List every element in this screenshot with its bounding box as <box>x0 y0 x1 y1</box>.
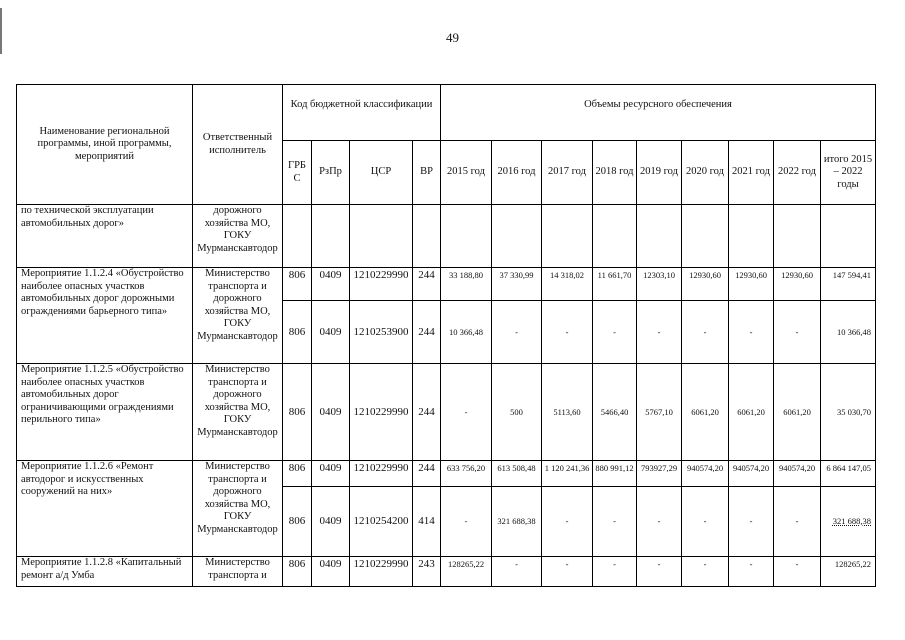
cell-2020: 940574,20 <box>682 461 729 487</box>
table-row <box>17 557 876 587</box>
header-2015: 2015 год <box>441 141 492 205</box>
cell-grbs: 806 <box>283 364 312 461</box>
cell-2018: 11 661,70 <box>593 268 637 301</box>
row-name: по технической эксплуатации автомобильных дорог» <box>17 205 193 268</box>
cell-2016: 321 688,38 <box>492 487 542 557</box>
cell-2016: 613 508,48 <box>492 461 542 487</box>
cell-2017: 5113,60 <box>542 364 593 461</box>
cell-2021: 940574,20 <box>729 461 774 487</box>
cell-rzpr: 0409 <box>312 461 350 487</box>
cell-vr: 244 <box>413 461 441 487</box>
row-name: Мероприятие 1.1.2.6 «Ремонт автодорог и искусственных сооружений на них» <box>17 461 193 557</box>
cell-2020: 12930,60 <box>682 268 729 301</box>
cell-2018: 5466,40 <box>593 364 637 461</box>
cell-total: 147 594,41 <box>821 268 876 301</box>
table-row <box>17 461 876 487</box>
cell-rzpr: 0409 <box>312 301 350 364</box>
cell-grbs: 806 <box>283 487 312 557</box>
header-2021: 2021 год <box>729 141 774 205</box>
header-budget-code: Код бюджетной классификации <box>283 85 441 141</box>
cell-2020: - <box>682 487 729 557</box>
cell-2021: 6061,20 <box>729 364 774 461</box>
page-number: 49 <box>446 30 459 45</box>
row-responsible: Министерство транспорта и дорожного хозяйства МО, ГОКУ Мурманскавтодор <box>193 268 283 364</box>
header-2019: 2019 год <box>637 141 682 205</box>
cell-2022: 6061,20 <box>774 364 821 461</box>
cell-2017: - <box>542 301 593 364</box>
cell-total: 321 688,38 <box>821 487 876 557</box>
cell-2016: 500 <box>492 364 542 461</box>
header-2020: 2020 год <box>682 141 729 205</box>
header-csr: ЦСР <box>350 141 413 205</box>
cell-2016: - <box>492 557 542 587</box>
cell-2017: - <box>542 487 593 557</box>
cell-2015: - <box>441 487 492 557</box>
resource-table <box>16 84 876 587</box>
cell-rzpr: 0409 <box>312 487 350 557</box>
cell-2019: 12303,10 <box>637 268 682 301</box>
cell-csr: 1210229990 <box>350 364 413 461</box>
cell-2015: 10 366,48 <box>441 301 492 364</box>
row-responsible: Министерство транспорта и <box>193 557 283 587</box>
cell-2015: 33 188,80 <box>441 268 492 301</box>
header-name: Наименование региональной программы, иной программы, мероприятий <box>17 85 193 205</box>
cell-2018: - <box>593 487 637 557</box>
header-total: итого 2015 – 2022 годы <box>821 141 876 205</box>
cell-2015: - <box>441 364 492 461</box>
cell-vr: 243 <box>413 557 441 587</box>
cell-2017: 1 120 241,36 <box>542 461 593 487</box>
cell-2019: - <box>637 557 682 587</box>
cell-2015: 633 756,20 <box>441 461 492 487</box>
cell-2022: - <box>774 487 821 557</box>
cell-2015: 128265,22 <box>441 557 492 587</box>
cell-rzpr: 0409 <box>312 364 350 461</box>
cell-2016: 37 330,99 <box>492 268 542 301</box>
cell-total: 6 864 147,05 <box>821 461 876 487</box>
header-2022: 2022 год <box>774 141 821 205</box>
cell-2021: - <box>729 557 774 587</box>
cell-2018: - <box>593 301 637 364</box>
row-responsible: Министерство транспорта и дорожного хозяйства МО, ГОКУ Мурманскавтодор <box>193 461 283 557</box>
row-name: Мероприятие 1.1.2.4 «Обустройство наиболее опасных участков автомобильных дорог дорожными ограждениями барьерного типа» <box>17 268 193 364</box>
row-responsible: дорожного хозяйства МО, ГОКУ Мурманскавтодор <box>193 205 283 268</box>
cell-2020: - <box>682 301 729 364</box>
cell-2019: - <box>637 487 682 557</box>
cell-vr: 414 <box>413 487 441 557</box>
cell-total: 128265,22 <box>821 557 876 587</box>
cell-2018: 880 991,12 <box>593 461 637 487</box>
cell-2022: - <box>774 557 821 587</box>
row-name: Мероприятие 1.1.2.5 «Обустройство наиболее опасных участков автомобильных дорог ограничивающими ограждениями перильного типа» <box>17 364 193 461</box>
cell-vr: 244 <box>413 268 441 301</box>
cell-vr: 244 <box>413 364 441 461</box>
cell-2021: - <box>729 487 774 557</box>
cell-csr: 1210229990 <box>350 461 413 487</box>
table-row <box>17 268 876 301</box>
cell-rzpr: 0409 <box>312 557 350 587</box>
cell-2022: 940574,20 <box>774 461 821 487</box>
cell-2022: - <box>774 301 821 364</box>
table-row-continuation <box>17 205 876 268</box>
row-responsible: Министерство транспорта и дорожного хозяйства МО, ГОКУ Мурманскавтодор <box>193 364 283 461</box>
cell-2017: 14 318,02 <box>542 268 593 301</box>
cell-csr: 1210253900 <box>350 301 413 364</box>
cell-2020: - <box>682 557 729 587</box>
cell-2018: - <box>593 557 637 587</box>
header-2016: 2016 год <box>492 141 542 205</box>
cell-2020: 6061,20 <box>682 364 729 461</box>
cell-2022: 12930,60 <box>774 268 821 301</box>
cell-2019: 793927,29 <box>637 461 682 487</box>
cell-2021: 12930,60 <box>729 268 774 301</box>
cell-2019: 5767,10 <box>637 364 682 461</box>
header-2017: 2017 год <box>542 141 593 205</box>
header-resources: Объемы ресурсного обеспечения <box>441 85 876 141</box>
cell-grbs: 806 <box>283 301 312 364</box>
cell-total: 35 030,70 <box>821 364 876 461</box>
header-2018: 2018 год <box>593 141 637 205</box>
cell-rzpr: 0409 <box>312 268 350 301</box>
cell-total: 10 366,48 <box>821 301 876 364</box>
header-vr: ВР <box>413 141 441 205</box>
row-name: Мероприятие 1.1.2.8 «Капитальный ремонт а/д Умба <box>17 557 193 587</box>
header-responsible: Ответственный исполнитель <box>193 85 283 205</box>
table-row <box>17 364 876 461</box>
cell-csr: 1210229990 <box>350 557 413 587</box>
cell-2016: - <box>492 301 542 364</box>
cell-grbs: 806 <box>283 557 312 587</box>
cell-2021: - <box>729 301 774 364</box>
cell-grbs: 806 <box>283 268 312 301</box>
cell-vr: 244 <box>413 301 441 364</box>
cell-csr: 1210229990 <box>350 268 413 301</box>
header-grbs: ГРБ С <box>283 141 312 205</box>
header-rzpr: РзПр <box>312 141 350 205</box>
cell-2019: - <box>637 301 682 364</box>
cell-csr: 1210254200 <box>350 487 413 557</box>
cell-2017: - <box>542 557 593 587</box>
header-row-1 <box>17 85 876 141</box>
cell-grbs: 806 <box>283 461 312 487</box>
